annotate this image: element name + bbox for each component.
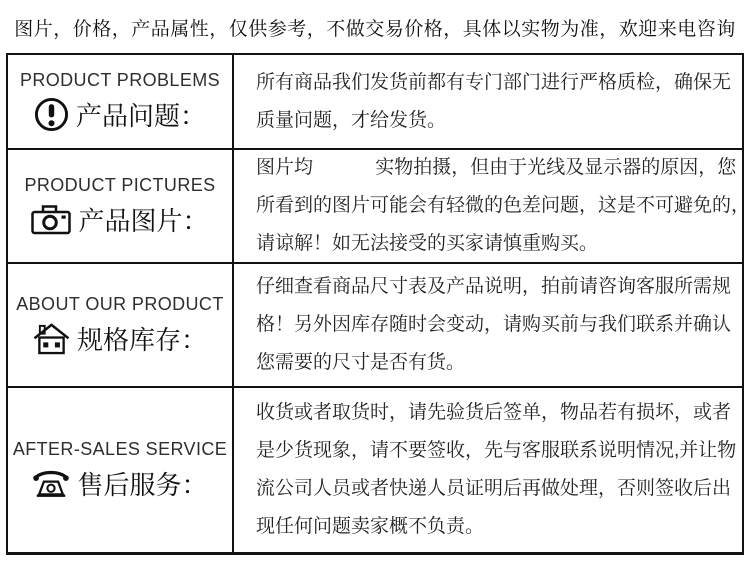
table-row-about-product: [8, 262, 742, 386]
chinese-label-row: [34, 96, 206, 133]
english-label: AFTER-SALES SERVICE: [12, 438, 228, 459]
description-line: 您需要的尺寸是否有货。: [256, 352, 466, 373]
description-line: 质量问题，才给发货。: [256, 109, 447, 131]
chinese-label: 售后服务：: [77, 469, 208, 500]
description-line: 仔细查看商品尺寸表及产品说明，拍前请咨询客服所需规: [256, 276, 732, 297]
row-description-cell: [234, 264, 742, 386]
row-label-cell: [8, 388, 234, 552]
row-label-cell: [8, 264, 234, 386]
chinese-label-row: [31, 201, 208, 238]
chinese-label: 产品问题：: [75, 101, 206, 131]
table-row-after-sales: [8, 386, 742, 552]
product-info-table: [6, 53, 750, 555]
chinese-label: 规格库存：: [76, 324, 207, 355]
row-description-cell: [234, 150, 750, 262]
description-line: 收货或者取货时，请先验货后签单，物品若有损坏，或者: [256, 402, 732, 423]
english-label: PRODUCT PROBLEMS: [19, 70, 221, 90]
english-label: ABOUT OUR PRODUCT: [16, 293, 224, 314]
notice-title: 图片，价格，产品属性，仅供参考，不做交易价格，具体以实物为准，欢迎来电咨询: [14, 19, 736, 40]
description-line: 现任何问题卖家概不负责。: [256, 516, 485, 537]
row-label-cell: [8, 55, 234, 148]
row-description-cell: [234, 55, 742, 148]
house-icon: [33, 322, 70, 355]
description-line: 流公司人员或者快递人员证明后再做处理，否则签收后出: [256, 478, 732, 499]
row-description-cell: [234, 388, 744, 552]
description-line: 图片均 实物拍摄，但由于光线及显示器的原因，您: [256, 157, 737, 178]
description-line: 是少货现象，请不要签收，先与客服联系说明情况,并让物: [256, 440, 737, 461]
chinese-label-row: [32, 465, 207, 502]
camera-icon: [31, 204, 71, 235]
table-row-product-pictures: [8, 148, 750, 262]
table-row-product-problems: [8, 55, 742, 148]
english-label: PRODUCT PICTURES: [24, 174, 216, 195]
description-line: 请谅解！如无法接受的买家请慎重购买。: [256, 233, 599, 254]
description-line: 所看到的图片可能会有轻微的色差问题，这是不可避免的，: [256, 195, 750, 216]
chinese-label-row: [33, 320, 207, 357]
description-line: 所有商品我们发货前都有专门部门进行严格质检，确保无: [256, 71, 732, 93]
description-line: 格！另外因库存随时会变动，请购买前与我们联系并确认: [256, 314, 732, 335]
chinese-label: 产品图片：: [78, 205, 209, 236]
telephone-icon: [32, 469, 70, 498]
exclamation-circle-icon: [34, 97, 69, 132]
row-label-cell: [8, 150, 234, 262]
